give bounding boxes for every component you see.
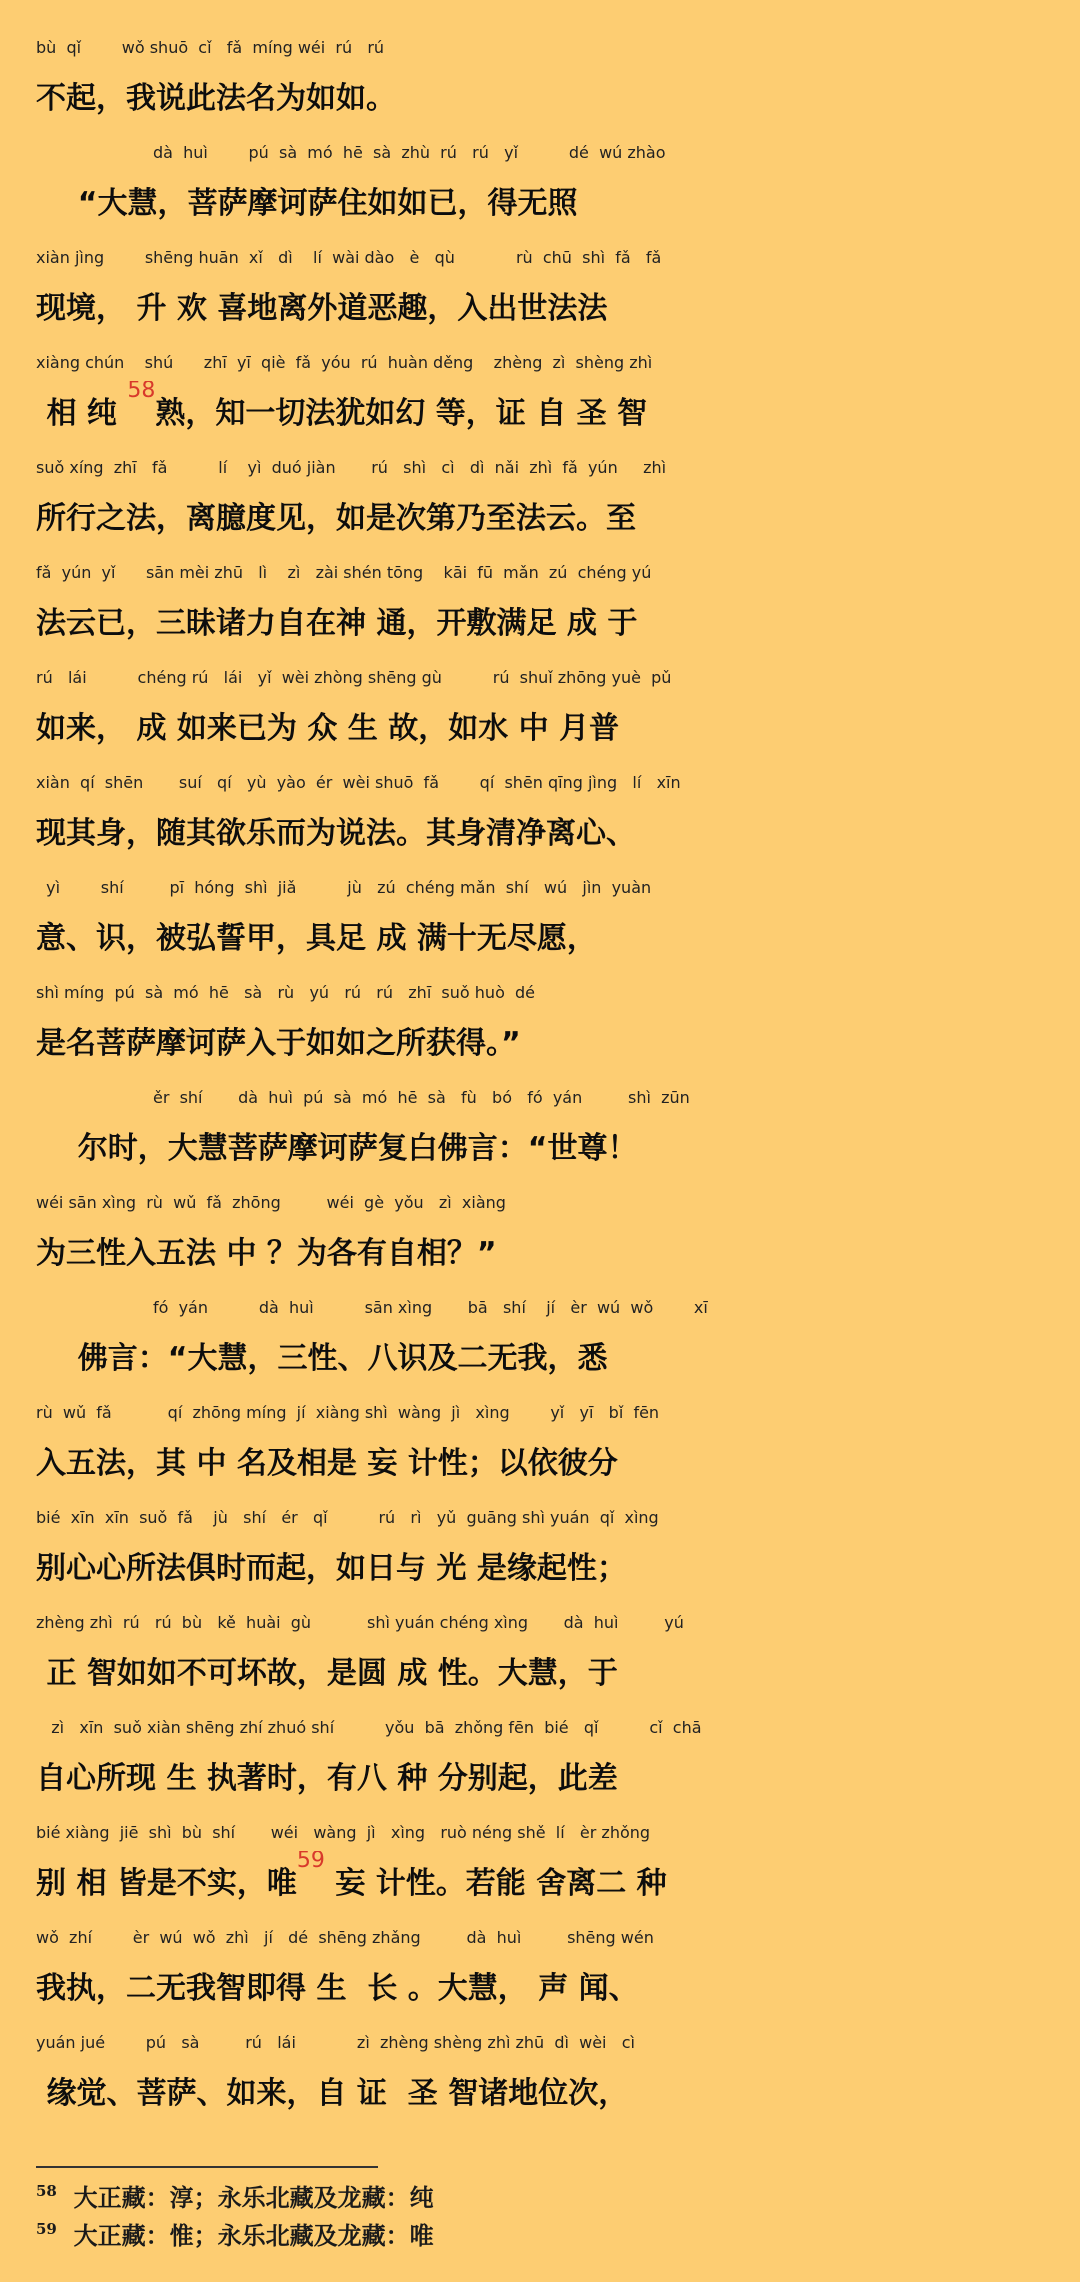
pinyin-annotation: ěr shí dà huì pú sà mó hē sà fù bó fó yán shì zūn (36, 1088, 690, 1107)
pinyin-annotation: fó yán dà huì sān xìng bā shí jí èr wú wǒ xī (36, 1298, 708, 1317)
text-line (0, 238, 1080, 342)
chinese-text (36, 1011, 1080, 1077)
pinyin-annotation: bù qǐ wǒ shuō cǐ fǎ míng wéi rú rú (36, 38, 385, 57)
text-line (0, 28, 1080, 132)
chinese-text (36, 1746, 1080, 1812)
chinese-text (36, 1326, 1080, 1392)
text-line (0, 448, 1080, 552)
chinese-text (36, 1956, 1080, 2022)
pinyin-annotation: wéi sān xìng rù wǔ fǎ zhōng wéi gè yǒu zì xiàng (36, 1193, 506, 1212)
text-line (0, 1288, 1080, 1392)
footnote (36, 2218, 1036, 2254)
chinese-text-segment: 是名菩萨摩诃萨入于如如之所获得。” (36, 1026, 521, 1061)
text-line (0, 1183, 1080, 1287)
chinese-text-segment: 熟，知一切法犹如幻 等，证 自 圣 智 (155, 396, 648, 431)
pinyin-annotation: fǎ yún yǐ sān mèi zhū lì zì zài shén tōng kāi fū mǎn zú chéng yú (36, 563, 652, 582)
text-line (0, 1393, 1080, 1497)
text-line (0, 343, 1080, 447)
text-line (0, 1603, 1080, 1707)
pinyin-annotation: yì shí pī hóng shì jiǎ jù zú chéng mǎn shí wú jìn yuàn (36, 878, 652, 897)
footnote-marker: 59 (296, 1851, 325, 1873)
pinyin-annotation: shì míng pú sà mó hē sà rù yú rú rú zhī suǒ huò dé (36, 983, 536, 1002)
chinese-text-segment: 佛言：“大慧，三性、八识及二无我，悉 (36, 1341, 608, 1376)
chinese-text-segment: 别 相 皆是不实，唯 (36, 1866, 297, 1901)
chinese-text-segment: 法云已，三昧诸力自在神 通，开敷满足 成 于 (36, 606, 638, 641)
chinese-text-segment: 意、识，被弘誓甲，具足 成 满十无尽愿， (36, 921, 597, 956)
text-line (0, 868, 1080, 972)
chinese-text (36, 2061, 1080, 2127)
text-line (0, 1918, 1080, 2022)
chinese-text (36, 1851, 1080, 1917)
chinese-text-segment: 正 智如如不可坏故，是圆 成 性。大慧，于 (36, 1656, 618, 1691)
chinese-text (36, 1536, 1080, 1602)
text-line (0, 1708, 1080, 1812)
pinyin-annotation: rú lái chéng rú lái yǐ wèi zhòng shēng gù rú shuǐ zhōng yuè pǔ (36, 668, 672, 687)
chinese-text-segment: 现境， 升 欢 喜地离外道恶趣，入出世法法 (36, 291, 608, 326)
pinyin-annotation: wǒ zhí èr wú wǒ zhì jí dé shēng zhǎng dà huì shēng wén (36, 1928, 654, 1947)
chinese-text (36, 66, 1080, 132)
text-line (0, 763, 1080, 867)
chinese-text-segment: 妄 计性。若能 舍离二 种 (324, 1866, 667, 1901)
chinese-text-segment: 不起，我说此法名为如如。 (36, 81, 396, 116)
chinese-text (36, 906, 1080, 972)
pinyin-annotation: bié xīn xīn suǒ fǎ jù shí ér qǐ rú rì yǔ guāng shì yuán qǐ xìng (36, 1508, 659, 1527)
chinese-text-segment: 别心心所法俱时而起，如日与 光 是缘起性； (36, 1551, 627, 1586)
footnote-divider (36, 2166, 378, 2168)
chinese-text (36, 1116, 1080, 1182)
chinese-text (36, 591, 1080, 657)
pinyin-annotation: suǒ xíng zhī fǎ lí yì duó jiàn rú shì cì dì nǎi zhì fǎ yún zhì (36, 458, 667, 477)
pinyin-annotation: bié xiàng jiē shì bù shí wéi wàng jì xìng ruò néng shě lí èr zhǒng (36, 1823, 651, 1842)
chinese-text (36, 381, 1080, 447)
chinese-text (36, 1431, 1080, 1497)
footnote-text: 大正藏：淳；永乐北藏及龙藏：纯 (56, 2183, 434, 2212)
text-line (0, 1498, 1080, 1602)
text-line (0, 1813, 1080, 1917)
chinese-text (36, 486, 1080, 552)
pinyin-annotation: xiàn qí shēn suí qí yù yào ér wèi shuō fǎ qí shēn qīng jìng lí xīn (36, 773, 681, 792)
pinyin-annotation: xiàng chún shú zhī yī qiè fǎ yóu rú huàn děng zhèng zì shèng zhì (36, 353, 653, 372)
chinese-text-segment: 相 纯 (36, 396, 128, 431)
pinyin-annotation: yuán jué pú sà rú lái zì zhèng shèng zhì zhū dì wèi cì (36, 2033, 635, 2052)
chinese-text-segment: 自心所现 生 执著时，有八 种 分别起，此差 (36, 1761, 618, 1796)
text-line (0, 2023, 1080, 2127)
chinese-text-segment: 为三性入五法 中 ？为各有自相？” (36, 1236, 497, 1271)
chinese-text-segment: 我执，二无我智即得 生 长 。大慧， 声 闻、 (36, 1971, 639, 2006)
chinese-text (36, 1641, 1080, 1707)
chinese-text-segment: 入五法，其 中 名及相是 妄 计性；以依彼分 (36, 1446, 618, 1481)
text-line (0, 658, 1080, 762)
chinese-text (36, 276, 1080, 342)
chinese-text-segment: 缘觉、菩萨、如来，自 证 圣 智诸地位次， (36, 2076, 629, 2111)
chinese-text-segment: 尔时，大慧菩萨摩诃萨复白佛言：“世尊！ (36, 1131, 638, 1166)
chinese-text (36, 171, 1080, 237)
footnote-marker: 58 (127, 381, 156, 403)
chinese-text (36, 801, 1080, 867)
pinyin-annotation: rù wǔ fǎ qí zhōng míng jí xiàng shì wàng jì xìng yǐ yī bǐ fēn (36, 1403, 660, 1422)
text-line (0, 973, 1080, 1077)
footnote-number: 59 (36, 2220, 57, 2238)
pinyin-annotation: zì xīn suǒ xiàn shēng zhí zhuó shí yǒu bā zhǒng fēn bié qǐ cǐ chā (36, 1718, 702, 1737)
text-line (0, 1078, 1080, 1182)
chinese-text (36, 1221, 1080, 1287)
chinese-text-segment: 所行之法，离臆度见，如是次第乃至法云。至 (36, 501, 636, 536)
chinese-text-segment: 现其身，随其欲乐而为说法。其身清净离心、 (36, 816, 636, 851)
footnote-number: 58 (36, 2182, 57, 2200)
pinyin-annotation: dà huì pú sà mó hē sà zhù rú rú yǐ dé wú zhào (36, 143, 666, 162)
chinese-text-segment: 如来， 成 如来已为 众 生 故，如水 中 月普 (36, 711, 620, 746)
footnote-text: 大正藏：惟；永乐北藏及龙藏：唯 (56, 2221, 434, 2250)
chinese-text (36, 696, 1080, 762)
pinyin-annotation: zhèng zhì rú rú bù kě huài gù shì yuán chéng xìng dà huì yú (36, 1613, 684, 1632)
text-line (0, 133, 1080, 237)
chinese-text-segment: “大慧，菩萨摩诃萨住如如已，得无照 (36, 186, 578, 221)
footnote (36, 2180, 1036, 2216)
text-line (0, 553, 1080, 657)
pinyin-annotation: xiàn jìng shēng huān xǐ dì lí wài dào è qù rù chū shì fǎ fǎ (36, 248, 662, 267)
